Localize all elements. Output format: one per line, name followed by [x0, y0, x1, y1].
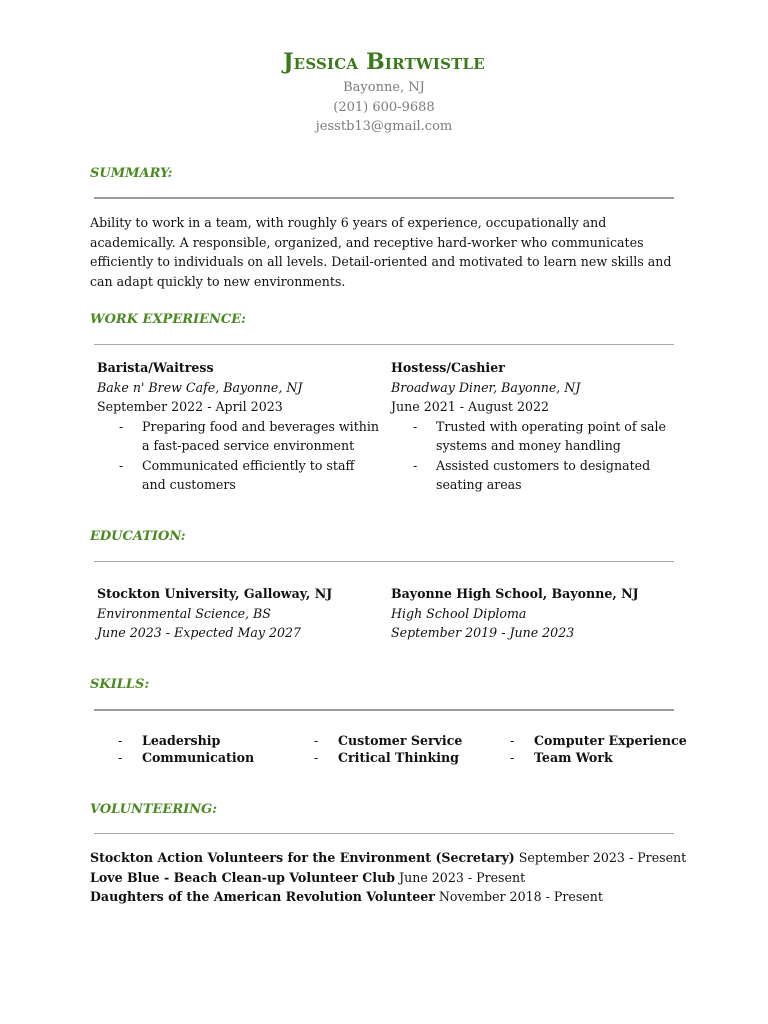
volunteer-dates: September 2023 - Present [518, 850, 687, 865]
candidate-name: Jessica Birtwistle [283, 49, 485, 75]
job-role: Barista/Waitress [97, 360, 214, 375]
education-heading: EDUCATION: [90, 529, 186, 544]
school-name: Stockton University, Galloway, NJ [97, 586, 333, 601]
volunteer-org: Love Blue - Beach Clean-up Volunteer Club [90, 869, 396, 885]
job-bullet: - Preparing food and beverages within a fast-paced service environment [119, 418, 380, 453]
job-entry [97, 358, 382, 495]
job-company: Bake n' Brew Cafe, Bayonne, NJ [97, 379, 303, 395]
education-dates: June 2023 - Expected May 2027 [97, 625, 302, 640]
volunteer-item [90, 887, 730, 907]
volunteering-list [90, 848, 730, 907]
volunteer-dates: June 2023 - Present [399, 869, 526, 885]
job-entry [391, 358, 676, 495]
degree: High School Diploma [391, 605, 527, 621]
summary-divider [94, 197, 674, 199]
contact-email[interactable]: jesstb13@gmail.com [315, 119, 453, 134]
education-entry [97, 584, 382, 643]
resume-header [0, 46, 768, 137]
volunteer-org: Stockton Action Volunteers for the Environment (Secretary) [90, 850, 515, 865]
skill-item: - Critical Thinking [314, 750, 459, 765]
job-bullets [391, 417, 676, 495]
skills-divider [94, 709, 674, 711]
volunteering-divider [94, 833, 674, 834]
education-entry [391, 584, 676, 643]
bullet-dash: - [413, 418, 418, 434]
degree: Environmental Science, BS [97, 605, 271, 621]
skills-heading: SKILLS: [90, 677, 150, 692]
job-bullets [97, 417, 382, 495]
education-divider [94, 561, 674, 562]
job-company: Broadway Diner, Bayonne, NJ [391, 379, 581, 395]
job-bullet: - Trusted with operating point of sale systems and money handling [413, 418, 666, 453]
job-role: Hostess/Cashier [391, 360, 505, 375]
volunteer-dates: November 2018 - Present [438, 889, 603, 904]
skill-item: - Customer Service [314, 733, 463, 748]
volunteer-item [90, 868, 730, 888]
skill-item: - Leadership [118, 733, 221, 748]
education-dates: September 2019 - June 2023 [391, 625, 575, 640]
volunteer-org: Daughters of the American Revolution Volunteer [90, 889, 435, 904]
summary-text: Ability to work in a team, with roughly 6 years of experience, occupationally and academically. A responsible, organized, and receptive hard-worker who communicates efficiently to individuals on all levels. Detail-oriented and motivated to learn new skills and can adapt quickly to new environments. [90, 215, 672, 289]
bullet-dash: - [119, 418, 124, 434]
summary-heading: SUMMARY: [90, 166, 173, 181]
skill-item: - Team Work [510, 750, 613, 765]
bullet-dash: - [413, 457, 418, 473]
volunteering-heading: VOLUNTEERING: [90, 802, 217, 817]
volunteer-item [90, 848, 730, 868]
work-experience-heading: WORK EXPERIENCE: [90, 312, 246, 327]
work-experience-divider [94, 344, 674, 345]
job-dates: September 2022 - April 2023 [97, 399, 283, 414]
contact-phone: (201) 600-9688 [333, 99, 435, 115]
job-bullet: - Communicated efficiently to staff and customers [119, 457, 355, 492]
job-bullet: - Assisted customers to designated seating areas [413, 457, 651, 492]
contact-location: Bayonne, NJ [343, 80, 425, 95]
skill-item: - Communication [118, 750, 255, 765]
skill-item: - Computer Experience [510, 733, 687, 748]
bullet-dash: - [119, 457, 124, 473]
job-dates: June 2021 - August 2022 [391, 399, 549, 414]
school-name: Bayonne High School, Bayonne, NJ [391, 586, 639, 601]
